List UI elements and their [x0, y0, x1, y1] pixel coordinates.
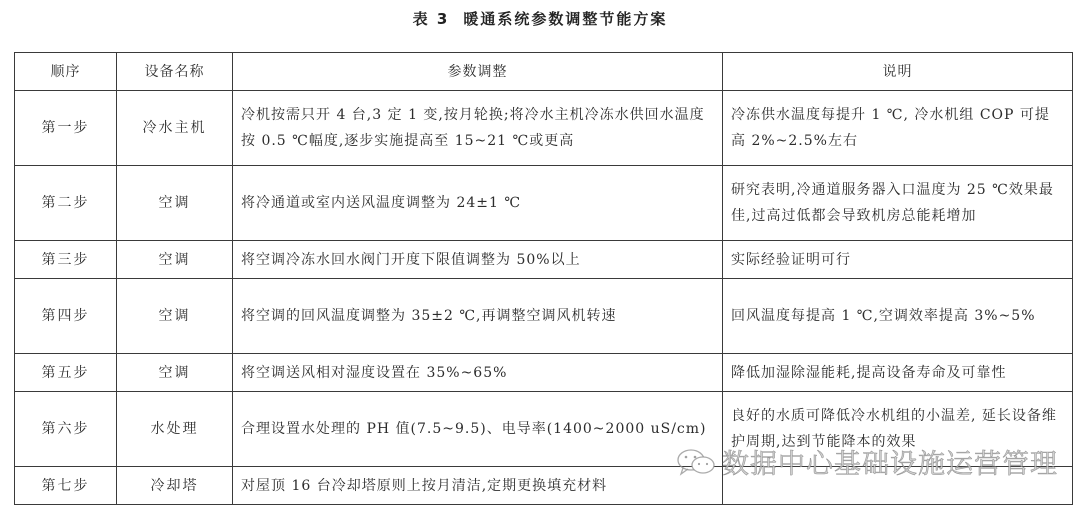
step-cell: 第六步 — [15, 392, 117, 467]
table-row — [15, 392, 1073, 467]
equipment-cell: 冷水主机 — [117, 91, 233, 166]
table-title: 暖通系统参数调整节能方案 — [463, 10, 668, 28]
header-order: 顺序 — [15, 53, 117, 91]
header-note: 说明 — [723, 53, 1073, 91]
step-cell: 第七步 — [15, 467, 117, 505]
table-row — [15, 91, 1073, 166]
step-cell: 第四步 — [15, 279, 117, 354]
table-row — [15, 241, 1073, 279]
note-cell: 实际经验证明可行 — [723, 241, 1073, 279]
note-cell: 冷冻供水温度每提升 1 ℃, 冷水机组 COP 可提高 2%~2.5%左右 — [723, 91, 1073, 166]
equipment-cell: 水处理 — [117, 392, 233, 467]
note-cell: 良好的水质可降低冷水机组的小温差, 延长设备维护周期,达到节能降本的效果 — [723, 392, 1073, 467]
hvac-parameter-table — [14, 52, 1073, 505]
adjustment-cell: 将空调的回风温度调整为 35±2 ℃,再调整空调风机转速 — [233, 279, 723, 354]
step-cell: 第二步 — [15, 166, 117, 241]
note-cell: 降低加湿除湿能耗,提高设备寿命及可靠性 — [723, 354, 1073, 392]
header-equipment: 设备名称 — [117, 53, 233, 91]
step-cell: 第一步 — [15, 91, 117, 166]
table-caption — [0, 8, 1080, 29]
watermark-text: 数据中心基础设施运营管理 — [722, 449, 1058, 480]
adjustment-cell: 将冷通道或室内送风温度调整为 24±1 ℃ — [233, 166, 723, 241]
header-adjustment: 参数调整 — [233, 53, 723, 91]
note-cell — [723, 467, 1073, 505]
equipment-cell: 空调 — [117, 354, 233, 392]
adjustment-cell: 将空调冷冻水回水阀门开度下限值调整为 50%以上 — [233, 241, 723, 279]
equipment-cell: 空调 — [117, 279, 233, 354]
table-row — [15, 166, 1073, 241]
step-cell: 第三步 — [15, 241, 117, 279]
note-cell: 研究表明,冷通道服务器入口温度为 25 ℃效果最佳,过高过低都会导致机房总能耗增加 — [723, 166, 1073, 241]
equipment-cell: 冷却塔 — [117, 467, 233, 505]
adjustment-cell: 冷机按需只开 4 台,3 定 1 变,按月轮换;将冷水主机冷冻水供回水温度按 0.5 ℃幅度,逐步实施提高至 15~21 ℃或更高 — [233, 91, 723, 166]
adjustment-cell: 对屋顶 16 台冷却塔原则上按月清洁,定期更换填充材料 — [233, 467, 723, 505]
equipment-cell: 空调 — [117, 241, 233, 279]
table-row — [15, 279, 1073, 354]
header-row — [15, 53, 1073, 91]
adjustment-cell: 将空调送风相对湿度设置在 35%~65% — [233, 354, 723, 392]
step-cell: 第五步 — [15, 354, 117, 392]
note-cell: 回风温度每提高 1 ℃,空调效率提高 3%~5% — [723, 279, 1073, 354]
table-row — [15, 467, 1073, 505]
table-number: 表 3 — [412, 10, 450, 28]
equipment-cell: 空调 — [117, 166, 233, 241]
table-row — [15, 354, 1073, 392]
adjustment-cell: 合理设置水处理的 PH 值(7.5~9.5)、电导率(1400~2000 uS/cm) — [233, 392, 723, 467]
